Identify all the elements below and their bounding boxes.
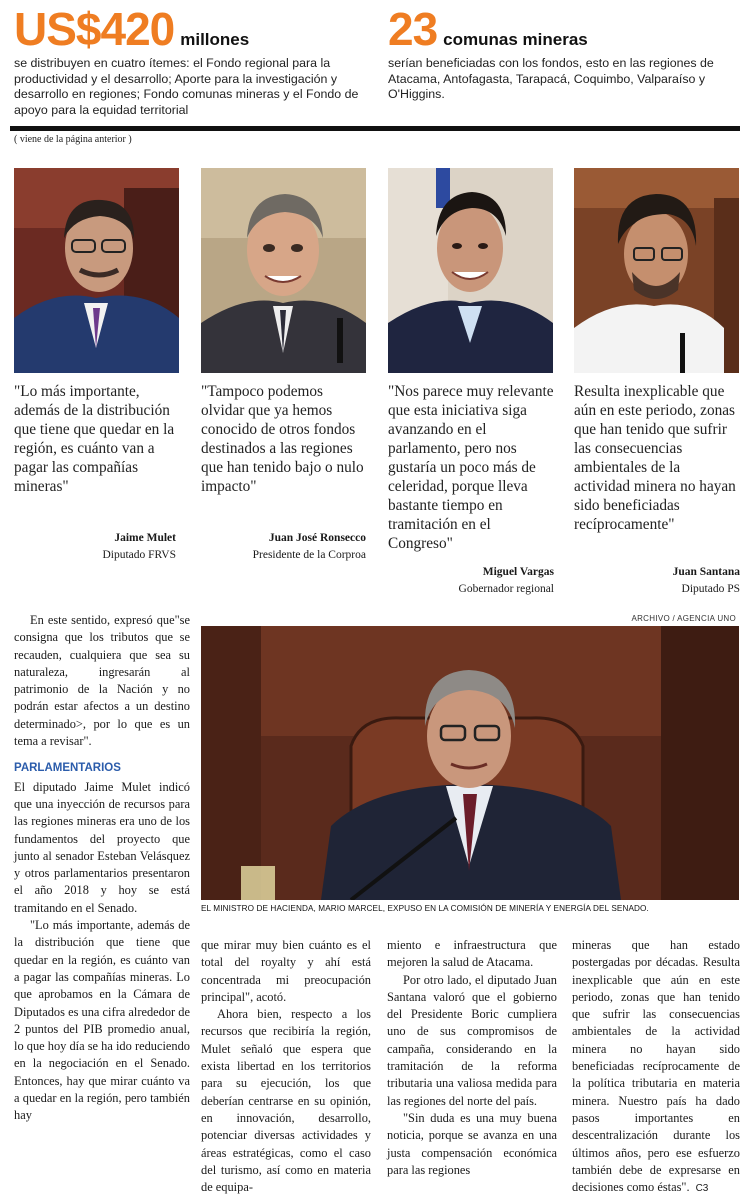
portrait-juan-santana <box>574 168 739 373</box>
stat-communes <box>388 3 738 103</box>
portrait-juan-jose-ronsecco <box>201 168 366 373</box>
quote-juan-santana: Resulta inexplicable que aún en este periodo, zonas que han tenido que sufrir las consecuencias ambientales de la actividad minera no hayan sido beneficiadas recíprocamente" <box>574 383 736 533</box>
attribution-jaime-mulet <box>14 530 176 564</box>
quote-juan-jose-ronsecco: "Tampoco podemos olvidar que ya hemos conocido de otros fondos destinados a las regiones que han tenido bajo o nulo impacto" <box>201 383 364 495</box>
quote-jaime-mulet: "Lo más importante, además de la distribución que tiene que quedar en la región, es cuánto van a pagar las compañías mineras" <box>14 383 175 495</box>
body-paragraph: Ahora bien, respecto a los recursos que recibiría la región, Mulet señaló que espera que exista libertad en los territorios para su ejecución, los que deberían centrarse en su opinión, en innovación, desarrollo, potenciar diversas actividades y áreas estratégicas, como el caso del turismo, así como en materia de equipa- <box>201 1007 371 1195</box>
portrait-miguel-vargas <box>388 168 553 373</box>
portrait-jaime-mulet <box>14 168 179 373</box>
attribution-name: Juan Santana <box>672 566 740 578</box>
attribution-miguel-vargas <box>388 564 554 598</box>
article-column-3 <box>387 937 557 1179</box>
header-divider <box>10 126 740 131</box>
main-photo-mario-marcel <box>201 626 739 900</box>
body-paragraph <box>572 937 740 1197</box>
body-paragraph-text: mineras que han estado postergadas por décadas. Resulta inexplicable que aún en este periodo, zonas que han tenido que sufrir las consecuencias ambientales de la actividad minera no hayan sido beneficiadas recíprocamente de la política tributaria en materia minera. Nuestro país ha dado pasos importantes en descentralización durante los últimos años, pero ese esfuerzo también debe de expresarse en decisiones como éstas". <box>572 938 740 1195</box>
photo-caption: EL MINISTRO DE HACIENDA, MARIO MARCEL, EXPUSO EN LA COMISIÓN DE MINERÍA Y ENERGÍA DEL SENADO. <box>201 904 649 913</box>
body-paragraph: El diputado Jaime Mulet indicó que una inyección de recursos para las regiones mineras era uno de los fundamentos del proyecto que junto al senador Esteban Velásquez y otros parlamentarios presentaron el año 2018 y hoy se está tramitando en el Senado. <box>14 779 190 915</box>
body-paragraph: "Lo más importante, además de la distribución que tiene que quedar en la región, es cuánto van a pagar las compañías mineras. Lo que aprobamos en la Cámara de Diputados es una cifra alrededor de 2 puntos del PIB promedio anual, lo que hoy día se ha ido reduciendo en la negociación en el Senado. Entonces, hay que mirar cuánto va a quedar en la región, pero también hay <box>14 918 190 1123</box>
body-paragraph: miento e infraestructura que mejoren la salud de Atacama. <box>387 938 557 970</box>
attribution-name: Miguel Vargas <box>482 566 554 578</box>
attribution-name: Jaime Mulet <box>114 532 176 544</box>
end-mark-icon: C3 <box>695 1183 709 1195</box>
attribution-role: Diputado FRVS <box>102 549 176 561</box>
body-paragraph: En este sentido, expresó que"se consigna que los tributos que se recauden, cualquiera que sea su naturaleza, ingresarán al patrimonio de la Nación y no podrán estar afectos a un destino determinado>, por lo que es un tema a revisar". <box>14 613 190 749</box>
stat-communes-unit: comunas mineras <box>443 30 588 49</box>
section-heading: PARLAMENTARIOS <box>14 762 121 775</box>
quote-miguel-vargas: "Nos parece muy relevante que esta iniciativa siga avanzando en el parlamento, pero nos gustaría un poco más de celeridad, porque lleva bastante tiempo en tramitación en el Congreso" <box>388 383 554 552</box>
attribution-juan-santana <box>574 564 740 598</box>
stats-header <box>0 0 750 128</box>
stat-communes-description: serían beneficiadas con los fondos, esto en las regiones de Atacama, Antofagasta, Tarapacá, Coquimbo, Valparaíso y O'Higgins. <box>388 56 714 101</box>
article-column-1 <box>14 612 190 1125</box>
attribution-role: Diputado PS <box>681 583 740 595</box>
attribution-name: Juan José Ronsecco <box>268 532 366 544</box>
article-column-4 <box>572 937 740 1197</box>
attribution-role: Gobernador regional <box>458 583 554 595</box>
stat-funds <box>14 3 374 118</box>
continuation-note: ( viene de la página anterior ) <box>14 134 132 145</box>
stat-funds-description: se distribuyen en cuatro ítemes: el Fondo regional para la productividad y el desarrollo; Aporte para la investigación y desarrollo en regiones; Fondo comunas mineras y el Fondo de apoyo para la equidad territorial <box>14 56 359 117</box>
stat-funds-unit: millones <box>180 30 250 49</box>
body-paragraph: Por otro lado, el diputado Juan Santana valoró que el gobierno del Presidente Boric cumpliera uno de sus compromisos de campaña, considerando en la tramitación de la reforma tributaria una valiosa medida para las regiones del norte del país. <box>387 972 557 1108</box>
stat-funds-value: US$420 <box>14 3 175 55</box>
body-paragraph: que mirar muy bien cuánto es el total del royalty y ahí está concentrada mi preocupación principal", acotó. <box>201 938 371 1004</box>
stat-communes-value: 23 <box>388 3 438 55</box>
photo-credit: ARCHIVO / AGENCIA UNO <box>631 614 736 623</box>
article-column-2 <box>201 937 371 1196</box>
attribution-role: Presidente de la Corproa <box>252 549 366 561</box>
body-paragraph: "Sin duda es una muy buena noticia, porque se avanza en una justa compensación económica para las regiones <box>387 1110 557 1177</box>
attribution-juan-jose-ronsecco <box>201 530 366 564</box>
